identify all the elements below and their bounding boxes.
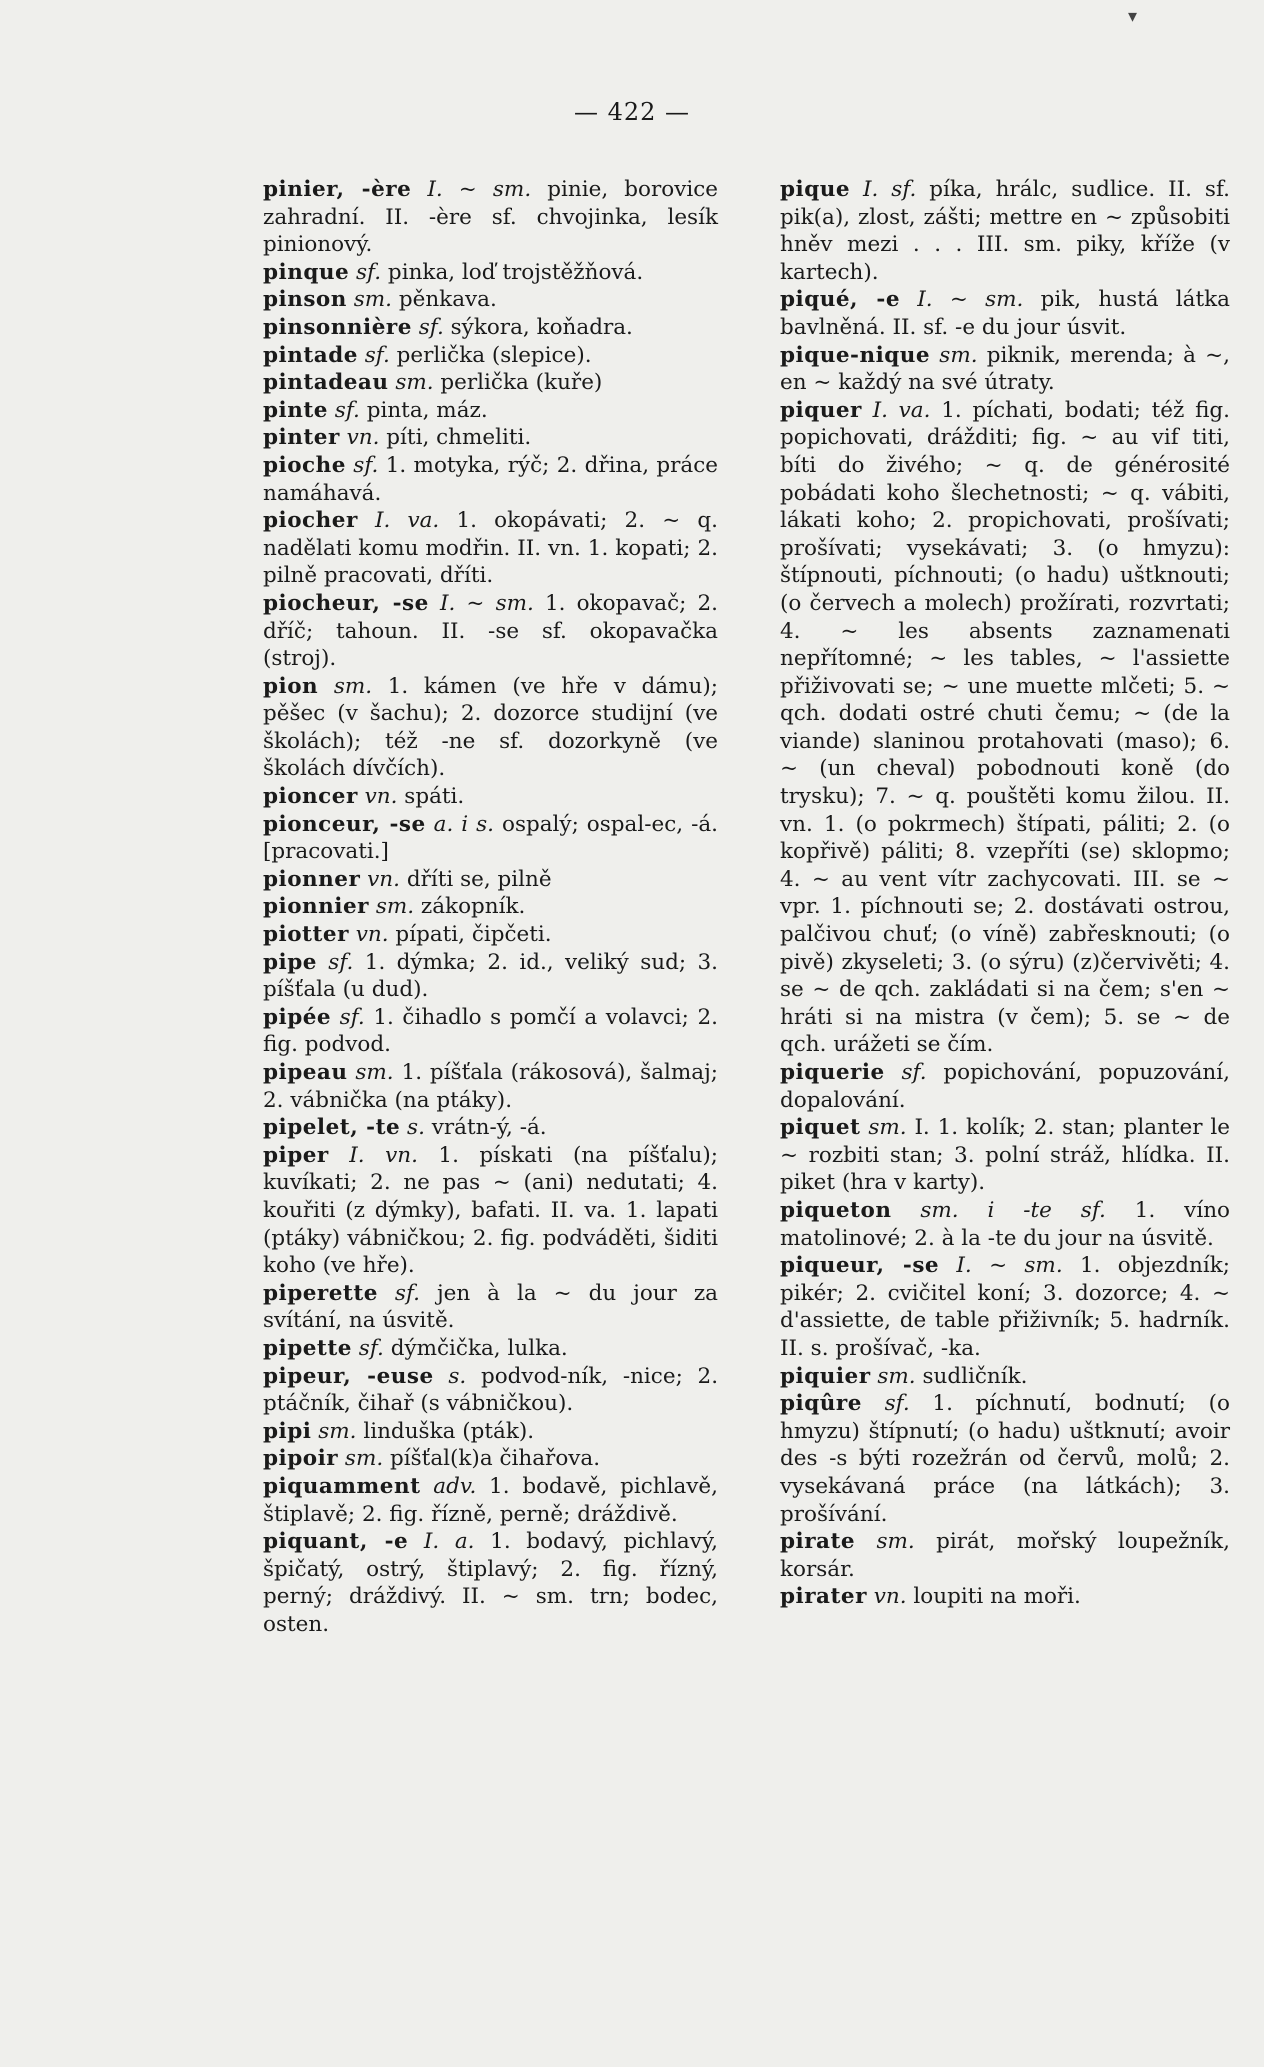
entry-headword: pinson xyxy=(263,287,347,313)
dictionary-entry xyxy=(263,1528,718,1638)
dictionary-entry xyxy=(263,1363,718,1418)
entry-definition: pirát, mořský loupežník, korsár. xyxy=(780,1529,1230,1582)
entry-headword: pipoir xyxy=(263,1446,339,1472)
dictionary-entry xyxy=(263,1059,718,1114)
entry-grammar: sf. xyxy=(345,452,379,478)
entry-grammar: vn. xyxy=(348,922,389,948)
entry-grammar: sm. xyxy=(347,1060,394,1085)
dictionary-entry xyxy=(263,1004,718,1059)
entry-grammar: sm. xyxy=(368,894,415,920)
entry-definition: loupiti na moři. xyxy=(906,1584,1081,1610)
entry-grammar: I. ~ sm. xyxy=(939,1253,1063,1279)
entry-definition: zákopník. xyxy=(414,894,526,920)
entry-headword: piqûre xyxy=(780,1391,862,1417)
entry-headword: piqué, -e xyxy=(780,287,901,313)
entry-headword: piquier xyxy=(780,1363,871,1389)
entry-headword: pinter xyxy=(263,425,340,451)
dictionary-entry xyxy=(263,921,718,949)
entry-grammar: sf. xyxy=(316,949,354,975)
entry-definition: píti, chmeliti. xyxy=(379,425,532,451)
dictionary-entry xyxy=(780,1528,1230,1583)
entry-headword: piquet xyxy=(780,1115,861,1141)
entry-grammar: s. xyxy=(433,1363,467,1389)
entry-grammar: sm. xyxy=(860,1115,907,1141)
entry-definition: pípati, čipčeti. xyxy=(388,922,552,948)
entry-grammar: sf. xyxy=(377,1280,420,1306)
entry-definition: píka, hrálc, sudlice. II. sf. pik(a), zlost, zášti; mettre en ~ způsobiti hněv mezi . . . III. sm. piky, kříže (v kartech). xyxy=(780,177,1230,285)
dictionary-entry xyxy=(780,1114,1230,1197)
entry-headword: pinte xyxy=(263,397,328,423)
dictionary-entry xyxy=(780,176,1230,286)
entry-grammar: sm. xyxy=(346,287,393,313)
entry-headword: pique-nique xyxy=(780,342,931,368)
entry-grammar: sm. xyxy=(311,1418,357,1444)
dictionary-entry xyxy=(263,590,718,673)
dictionary-entry xyxy=(780,286,1230,341)
entry-headword: pioche xyxy=(263,452,346,478)
entry-definition: 1. bodavý, pichlavý, špičatý, ostrý, štiplavý; 2. fig. řízný, perný; dráždivý. II. ~ sm. trn; bodec, osten. xyxy=(263,1529,718,1637)
dictionary-entry xyxy=(780,1059,1230,1114)
entry-grammar: sf. xyxy=(411,314,444,340)
entry-headword: pintadeau xyxy=(263,370,389,396)
entry-headword: pion xyxy=(263,673,319,699)
entry-definition: píšťal(k)a čihařova. xyxy=(383,1446,601,1472)
dictionary-entry xyxy=(780,1583,1230,1611)
entry-headword: piper xyxy=(263,1142,329,1168)
entry-definition: 1. čihadlo s pomčí a volavci; 2. fig. podvod. xyxy=(263,1004,718,1058)
entry-grammar: sm. xyxy=(338,1446,384,1472)
dictionary-entry xyxy=(780,397,1230,1059)
entry-definition: linduška (pták). xyxy=(356,1418,535,1444)
dictionary-entry xyxy=(263,1473,718,1528)
dictionary-entry xyxy=(263,949,718,1004)
entry-definition: 1. kámen (ve hře v dámu); pěšec (v šachu); 2. dozorce studijní (ve školách); též -ne sf. dozorkyně (ve školách dívčích). xyxy=(263,673,718,782)
entry-headword: pintade xyxy=(263,342,358,368)
entry-definition: 1. okopavač; 2. dříč; tahoun. II. -se sf. okopavačka (stroj). xyxy=(263,590,719,672)
entry-grammar: sm. i -te sf. xyxy=(891,1197,1106,1223)
entry-headword: pipi xyxy=(263,1418,312,1444)
entry-grammar: s. xyxy=(400,1115,425,1141)
entry-headword: pinque xyxy=(263,259,350,285)
entry-headword: pionner xyxy=(263,866,361,892)
entry-grammar: sm. xyxy=(870,1363,916,1389)
entry-definition: pik, hustá látka bavlněná. II. sf. -e du jour úsvit. xyxy=(780,287,1230,340)
entry-headword: pipeau xyxy=(263,1060,348,1085)
entry-definition: perlička (slepice). xyxy=(389,342,592,368)
entry-grammar: sf. xyxy=(331,1004,365,1030)
entry-headword: pipe xyxy=(263,949,317,975)
dictionary-entry xyxy=(780,1363,1230,1391)
entry-definition: dříti se, pilně xyxy=(399,866,552,892)
entry-definition: pinka, loď trojstěžňová. xyxy=(381,259,644,285)
entry-definition: ospalý; ospal-ec, -á. [pracovati.] xyxy=(263,811,719,865)
entry-headword: pique xyxy=(780,177,851,202)
entry-headword: pionnier xyxy=(263,894,369,920)
entry-headword: piotter xyxy=(263,922,349,948)
dictionary-entry xyxy=(263,1418,718,1446)
entry-grammar: sm. xyxy=(855,1529,915,1555)
left-column xyxy=(263,176,718,1638)
dictionary-entry xyxy=(263,397,718,425)
entry-definition: spáti. xyxy=(397,784,465,810)
entry-definition: perlička (kuře) xyxy=(433,370,603,396)
page-number: — 422 — xyxy=(573,98,691,126)
entry-headword: piqueton xyxy=(780,1197,892,1223)
right-column xyxy=(780,176,1230,1611)
entry-grammar: I. ~ sm. xyxy=(900,287,1024,313)
entry-definition: popichování, popuzování, dopalování. xyxy=(780,1060,1230,1113)
entry-grammar: I. sf. xyxy=(850,177,917,202)
dictionary-entry xyxy=(263,866,718,894)
entry-definition: 1. píchnutí, bodnutí; (o hmyzu) štípnutí; (o hadu) uštknutí; avoir des -s býti rozežrán od červů, molů; 2. vysekávaná práce (na látkách); 3. prošívání. xyxy=(780,1391,1230,1527)
entry-grammar: a. i s. xyxy=(425,811,495,837)
dictionary-entry xyxy=(263,1280,718,1335)
entry-headword: pinsonnière xyxy=(263,314,412,340)
entry-grammar: sf. xyxy=(884,1060,927,1085)
dictionary-entry xyxy=(780,1252,1230,1362)
entry-grammar: vn. xyxy=(339,425,380,451)
entry-definition: dýmčička, lulka. xyxy=(383,1335,568,1361)
entry-definition: 1. okopávati; 2. ~ q. nadělati komu modřin. II. vn. 1. kopati; 2. pilně pracovati, dříti. xyxy=(263,508,719,589)
entry-headword: pipelet, -te xyxy=(263,1115,401,1141)
entry-grammar: sm. xyxy=(388,370,434,396)
entry-headword: pipeur, -euse xyxy=(263,1363,434,1389)
dictionary-entry xyxy=(263,342,718,370)
dictionary-entry xyxy=(780,1197,1230,1252)
entry-headword: pipette xyxy=(263,1335,352,1361)
entry-grammar: vn. xyxy=(866,1584,907,1610)
entry-definition: pinie, borovice zahradní. II. -ère sf. chvojinka, lesík pinionový. xyxy=(263,177,718,258)
entry-definition: 1. objezdník; pikér; 2. cvičitel koní; 3. dozorce; 4. ~ d'assiette, de table přiživník; 5. hadrník. II. s. prošívač, -ka. xyxy=(780,1253,1230,1361)
entry-definition: vrátn-ý, -á. xyxy=(424,1115,547,1141)
entry-grammar: I. vn. xyxy=(328,1142,418,1168)
entry-definition: 1. víno matolinové; 2. à la -te du jour na úsvitě. xyxy=(780,1197,1231,1251)
entry-headword: piquerie xyxy=(780,1060,885,1085)
dictionary-entry xyxy=(780,1390,1230,1528)
dictionary-entry xyxy=(263,424,718,452)
entry-grammar: sm. xyxy=(930,342,978,368)
entry-headword: pirate xyxy=(780,1529,856,1555)
entry-definition: podvod-ník, -nice; 2. ptáčník, čihař (s vábničkou). xyxy=(263,1363,719,1417)
entry-grammar: vn. xyxy=(357,784,398,810)
entry-headword: piquant, -e xyxy=(263,1529,409,1555)
entry-definition: 1. píchati, bodati; též fig. popichovati, drážditi; fig. ~ au vif titi, bíti do živého; ~ q. de générosité pobádati koho šlechetnosti; ~ q. vábiti, lákati koho; 2. propichovati, prošívati; prošívati; vysekávati; 3. (o hmyzu): štípnouti, píchnouti; (o hadu) uštknouti; (o červech a molech) prožírati, rozvrtati; 4. ~ les absents zaznamenati nepřítomné; ~ les tables, ~ l'assiette přiživovati se; ~ une muette mlčeti; 5. ~ qch. dodati ostré chuti čemu; ~ (de la viande) slaninou protahovati (maso); 6. ~ (un cheval) pobodnouti koně (do trysku); 7. ~ q. pouštěti komu žilou. II. vn. 1. (o pokrmech) štípati, páliti; 2. (o kopřivě) páliti; 8. vzepříti (se) sklopmo; 4. ~ au vent vítr zachycovati. III. se ~ vpr. 1. píchnouti se; 2. dostávati ostrou, palčivou chuť; (o víně) zabřesknouti; (o pivě) zkyseleti; 3. (o sýru) (z)červivěti; 4. se ~ de qch. zakládati si na čem; s'en ~ hráti si na mistra (v čem); 5. se ~ de qch. urážeti se čím. xyxy=(780,397,1231,1058)
entry-headword: pionceur, -se xyxy=(263,811,426,837)
dictionary-entry xyxy=(263,673,718,783)
dictionary-entry xyxy=(263,259,718,287)
entry-definition: 1. bodavě, pichlavě, štiplavě; 2. fig. řízně, perně; dráždivě. xyxy=(263,1473,718,1527)
entry-definition: 1. pískati (na píšťalu); kuvíkati; 2. ne pas ~ (ani) nedutati; 4. kouřiti (z dýmky), bafati. II. va. 1. lapati (ptáky) vábničkou; 2. fig. podváděti, šiditi koho (ve hře). xyxy=(263,1142,718,1279)
entry-grammar: sf. xyxy=(357,342,390,368)
entry-definition: 1. píšťala (rákosová), šalmaj; 2. vábnička (na ptáky). xyxy=(263,1060,719,1113)
entry-headword: pirater xyxy=(780,1584,867,1610)
dictionary-entry xyxy=(263,893,718,921)
entry-definition: jen à la ~ du jour za svítání, na úsvitě. xyxy=(263,1280,718,1334)
entry-grammar: sf. xyxy=(861,1391,910,1417)
dictionary-entry xyxy=(263,176,718,259)
dictionary-entry xyxy=(263,369,718,397)
entry-grammar: vn. xyxy=(360,866,400,892)
entry-grammar: I. a. xyxy=(408,1529,475,1555)
dictionary-entry xyxy=(263,1142,718,1280)
entry-grammar: I. ~ sm. xyxy=(411,177,532,202)
entry-headword: pinier, -ère xyxy=(263,177,412,202)
entry-definition: 1. dýmka; 2. id., veliký sud; 3. píšťala (u dud). xyxy=(263,949,718,1003)
entry-grammar: sf. xyxy=(349,259,382,285)
entry-definition: piknik, merenda; à ~, en ~ každý na své útraty. xyxy=(780,342,1230,396)
dictionary-entry xyxy=(263,507,718,590)
entry-definition: pinta, máz. xyxy=(359,397,488,423)
dictionary-entry xyxy=(263,1114,718,1142)
entry-definition: 1. motyka, rýč; 2. dřina, práce namáhavá. xyxy=(263,452,718,506)
dictionary-entry xyxy=(263,1335,718,1363)
entry-headword: pipée xyxy=(263,1004,332,1030)
entry-grammar: sf. xyxy=(351,1335,384,1361)
dictionary-entry xyxy=(263,314,718,342)
dictionary-entry xyxy=(263,286,718,314)
entry-headword: piquer xyxy=(780,397,862,423)
entry-grammar: sf. xyxy=(327,397,360,423)
entry-grammar: I. va. xyxy=(861,397,931,423)
entry-grammar: I. ~ sm. xyxy=(428,590,534,616)
entry-grammar: sm. xyxy=(318,673,373,699)
entry-headword: piocheur, -se xyxy=(263,590,429,616)
entry-definition: sýkora, koňadra. xyxy=(443,314,633,340)
entry-grammar: I. va. xyxy=(357,508,440,534)
entry-headword: piquamment xyxy=(263,1473,421,1499)
dictionary-entry xyxy=(780,342,1230,397)
entry-definition: pěnkava. xyxy=(392,287,497,313)
entry-headword: piocher xyxy=(263,508,358,534)
entry-grammar: adv. xyxy=(420,1473,477,1499)
entry-headword: piperette xyxy=(263,1280,378,1306)
entry-definition: sudličník. xyxy=(915,1363,1028,1389)
corner-mark-icon: ▾ xyxy=(1128,6,1138,27)
entry-definition: I. 1. kolík; 2. stan; planter le ~ rozbiti stan; 3. polní stráž, hlídka. II. piket (hra v karty). xyxy=(780,1115,1230,1196)
entry-headword: pioncer xyxy=(263,784,358,810)
dictionary-entry xyxy=(263,1445,718,1473)
dictionary-entry xyxy=(263,783,718,811)
entry-headword: piqueur, -se xyxy=(780,1253,940,1279)
dictionary-entry xyxy=(263,452,718,507)
dictionary-entry xyxy=(263,811,718,866)
